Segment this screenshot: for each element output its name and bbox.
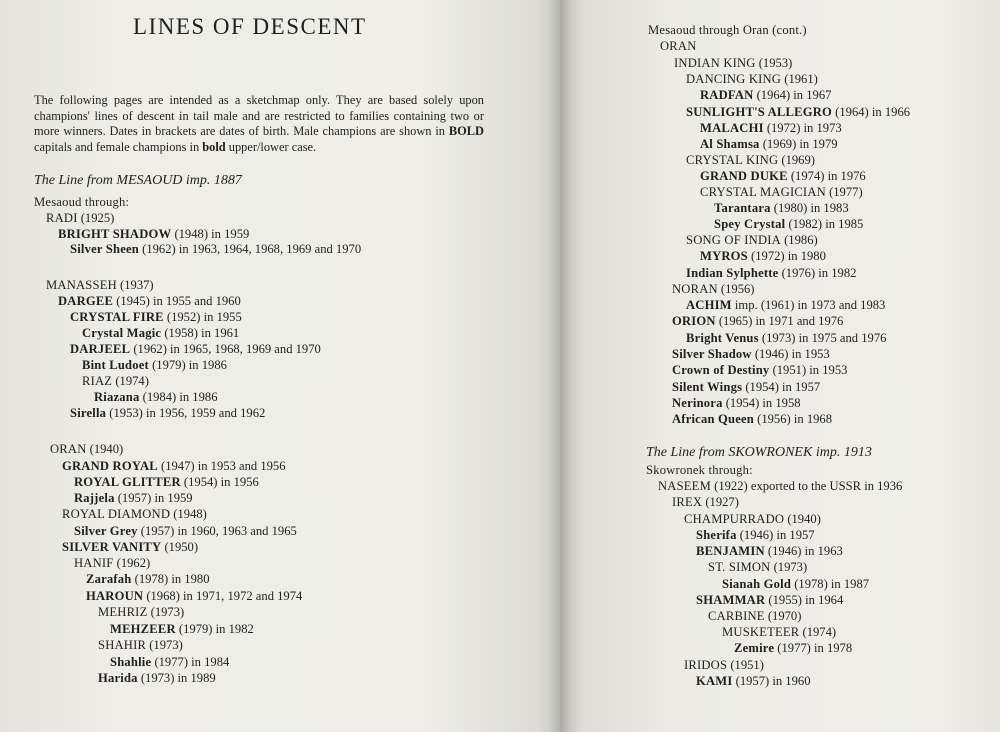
horse-name: MANASSEH — [46, 278, 117, 292]
lineage-entry — [672, 363, 847, 378]
horse-name: NORAN — [672, 282, 718, 296]
entry-dates: (1962) in 1965, 1968, 1969 and 1970 — [130, 342, 321, 356]
lineage-entry — [722, 577, 869, 592]
entry-dates: (1957) in 1960, 1963 and 1965 — [137, 524, 297, 538]
entry-dates: (1968) in 1971, 1972 and 1974 — [143, 589, 303, 603]
lineage-entry — [672, 380, 820, 395]
entry-dates: (1965) in 1971 and 1976 — [715, 314, 844, 328]
champion-name: Riazana — [94, 390, 140, 404]
entry-dates: (1974) — [112, 374, 149, 388]
champion-name: ROYAL GLITTER — [74, 475, 181, 489]
intro-text-2: capitals and female champions in — [34, 139, 203, 154]
champion-name: HAROUN — [86, 589, 144, 603]
intro-bold-word-2: bold — [202, 139, 226, 154]
entry-dates: (1937) — [116, 278, 154, 292]
lineage-entry — [74, 556, 150, 571]
champion-name: Indian Sylphette — [686, 266, 779, 280]
champion-name: RADFAN — [700, 88, 754, 102]
champion-name: DARJEEL — [70, 342, 131, 356]
entry-dates: (1972) in 1973 — [763, 121, 842, 135]
champion-name: Crown of Destiny — [672, 363, 770, 377]
entry-dates: (1951) in 1953 — [769, 363, 848, 377]
champion-name: GRAND DUKE — [700, 169, 788, 183]
champion-name: Silver Grey — [74, 524, 138, 538]
lineage-entry — [700, 137, 838, 152]
entry-dates: (1970) — [764, 609, 802, 623]
lineage-entry — [686, 105, 910, 120]
lineage-entry — [62, 459, 286, 474]
entry-dates: (1980) in 1983 — [770, 201, 849, 215]
horse-name: SHAHIR — [98, 638, 147, 652]
lineage-entry — [714, 217, 863, 232]
lineage-entry — [672, 396, 801, 411]
lineage-entry — [686, 266, 856, 281]
lineage-entry — [684, 512, 821, 527]
lineage-entry — [86, 572, 210, 587]
entry-dates: (1962) — [113, 556, 151, 570]
champion-name: CRYSTAL FIRE — [70, 310, 164, 324]
lineage-entry — [70, 242, 361, 257]
horse-name: ORAN — [50, 442, 87, 456]
lineage-entry — [672, 412, 832, 427]
champion-name: MALACHI — [700, 121, 764, 135]
entry-dates: (1954) in 1956 — [180, 475, 259, 489]
horse-name: SONG OF INDIA — [686, 233, 781, 247]
lineage-entry — [110, 622, 254, 637]
entry-dates: (1984) in 1986 — [139, 390, 218, 404]
entry-dates: (1977) — [825, 185, 863, 199]
entry-dates: (1979) in 1986 — [148, 358, 227, 372]
lineage-entry — [74, 491, 193, 506]
lineage-entry — [98, 671, 216, 686]
horse-name: HANIF — [74, 556, 114, 570]
lineage-entry — [658, 479, 902, 494]
entry-dates: (1982) in 1985 — [785, 217, 864, 231]
champion-name: Sherifa — [696, 528, 737, 542]
lineage-entry — [58, 294, 241, 309]
horse-name: MUSKETEER — [722, 625, 800, 639]
lineage-entry — [86, 589, 302, 604]
champion-name: BENJAMIN — [696, 544, 765, 558]
lineage-entry — [660, 39, 696, 54]
horse-name: MEHRIZ — [98, 605, 148, 619]
lineage-entry — [672, 495, 739, 510]
champion-name: Zemire — [734, 641, 775, 655]
entry-dates: (1951) — [727, 658, 764, 672]
champion-name: Bint Ludoet — [82, 358, 149, 372]
horse-name: Mesaoud through: — [34, 195, 130, 209]
lineage-entry — [686, 331, 886, 346]
champion-name: SUNLIGHT'S ALLEGRO — [686, 105, 833, 119]
entry-dates: (1953) in 1956, 1959 and 1962 — [106, 406, 266, 420]
entry-dates: (1940) — [86, 442, 124, 456]
entry-dates: (1954) in 1958 — [722, 396, 801, 410]
champion-name: Rajjela — [74, 491, 115, 505]
champion-name: Al Shamsa — [700, 137, 760, 151]
champion-name: Shahlie — [110, 655, 152, 669]
lineage-entry — [674, 56, 792, 71]
entry-dates: (1962) in 1963, 1964, 1968, 1969 and 1970 — [139, 242, 362, 256]
lineage-entry — [94, 390, 218, 405]
entry-dates: (1986) — [780, 233, 818, 247]
entry-dates: (1958) in 1961 — [161, 326, 240, 340]
lineage-entry — [686, 72, 818, 87]
entry-dates: (1978) in 1980 — [131, 572, 210, 586]
lineage-entry — [700, 88, 831, 103]
lineage-entry — [70, 406, 265, 421]
champion-name: Nerinora — [672, 396, 723, 410]
lineage-entry — [82, 326, 239, 341]
lineage-entry — [98, 638, 183, 653]
entry-dates: (1964) in 1967 — [753, 88, 832, 102]
champion-name: Sianah Gold — [722, 577, 792, 591]
lineage-entry — [686, 233, 818, 248]
lineage-entry — [708, 609, 801, 624]
entry-dates: (1955) in 1964 — [765, 593, 844, 607]
entry-dates: (1974) — [799, 625, 837, 639]
horse-name: IRIDOS — [684, 658, 728, 672]
horse-name: CARBINE — [708, 609, 765, 623]
lineage-entry — [46, 278, 154, 293]
champion-name: Zarafah — [86, 572, 132, 586]
lineage-entry — [696, 528, 815, 543]
entry-dates: (1945) in 1955 and 1960 — [113, 294, 241, 308]
entry-dates: (1950) — [161, 540, 199, 554]
champion-name: Tarantara — [714, 201, 771, 215]
champion-name: MEHZEER — [110, 622, 176, 636]
entry-dates: (1977) in 1978 — [774, 641, 853, 655]
intro-text-1: The following pages are intended as a sketchmap only. They are based solely upon champions' lines of descent in tail male and are restricted to families containing two or more winners. Dates in brackets are dates of birth. Male champions are shown in — [34, 93, 484, 139]
entry-dates: imp. (1961) in 1973 and 1983 — [731, 298, 886, 312]
lineage-entry — [648, 23, 807, 38]
lineage-entry — [734, 641, 852, 656]
lineage-entry — [672, 314, 843, 329]
entry-dates: (1976) in 1982 — [778, 266, 857, 280]
entry-dates: (1961) — [781, 72, 818, 86]
champion-name: Bright Venus — [686, 331, 759, 345]
lineage-entry — [70, 310, 242, 325]
entry-dates: (1954) in 1957 — [742, 380, 821, 394]
lineage-entry — [62, 540, 198, 555]
champion-name: Silver Shadow — [672, 347, 752, 361]
horse-name: RADI — [46, 211, 78, 225]
lineage-entry — [672, 347, 830, 362]
lineage-entry — [686, 153, 815, 168]
champion-name: SILVER VANITY — [62, 540, 162, 554]
entry-dates: (1953) — [755, 56, 793, 70]
champion-name: African Queen — [672, 412, 754, 426]
champion-name: Sirella — [70, 406, 107, 420]
section-heading-mesaoud: The Line from MESAOUD imp. 1887 — [34, 173, 242, 188]
entry-dates: (1948) — [170, 507, 207, 521]
entry-dates: (1974) in 1976 — [787, 169, 866, 183]
entry-dates: (1922) exported to the USSR in 1936 — [710, 479, 903, 493]
champion-name: Spey Crystal — [714, 217, 786, 231]
lineage-entry — [696, 674, 811, 689]
champion-name: ACHIM — [686, 298, 732, 312]
intro-text-3: upper/lower case. — [225, 139, 317, 154]
horse-name: RIAZ — [82, 374, 113, 388]
champion-name: MYROS — [700, 249, 748, 263]
lineage-entry — [696, 593, 843, 608]
lineage-entry — [50, 442, 123, 457]
horse-name: IREX — [672, 495, 703, 509]
lineage-entry — [74, 475, 259, 490]
horse-name: ROYAL DIAMOND — [62, 507, 171, 521]
lineage-entry — [62, 507, 207, 522]
champion-name: KAMI — [696, 674, 733, 688]
intro-bold-word: BOLD — [448, 124, 484, 139]
champion-name: DARGEE — [58, 294, 114, 308]
intro-paragraph — [34, 93, 484, 155]
entry-dates: (1978) in 1987 — [791, 577, 870, 591]
horse-name: ORAN — [660, 39, 697, 53]
lineage-entry — [714, 201, 849, 216]
entry-dates: (1977) in 1984 — [151, 655, 230, 669]
entry-dates: (1948) in 1959 — [171, 227, 250, 241]
entry-dates: (1969) — [778, 153, 815, 167]
horse-name: Skowronek through: — [646, 463, 753, 477]
entry-dates: (1964) in 1966 — [832, 105, 911, 119]
entry-dates: (1946) in 1953 — [751, 347, 830, 361]
champion-name: Crystal Magic — [82, 326, 162, 340]
lineage-entry — [700, 185, 863, 200]
entry-dates: (1973) — [146, 638, 183, 652]
section-heading-skowronek: The Line from SKOWRONEK imp. 1913 — [646, 445, 872, 460]
horse-name: CRYSTAL MAGICIAN — [700, 185, 826, 199]
entry-dates: (1969) in 1979 — [759, 137, 838, 151]
lineage-entry — [696, 544, 843, 559]
entry-dates: (1925) — [77, 211, 115, 225]
entry-dates: (1973) in 1975 and 1976 — [758, 331, 887, 345]
entry-dates: (1956) in 1968 — [754, 412, 833, 426]
lineage-entry — [74, 524, 297, 539]
champion-name: Silent Wings — [672, 380, 743, 394]
lineage-entry — [58, 227, 249, 242]
entry-dates: (1979) in 1982 — [175, 622, 254, 636]
entry-dates: (1973) — [147, 605, 185, 619]
lineage-entry — [700, 121, 842, 136]
entry-dates: (1957) in 1959 — [114, 491, 193, 505]
horse-name: INDIAN KING — [674, 56, 756, 70]
lineage-entry — [646, 463, 753, 478]
lineage-entry — [46, 211, 114, 226]
lineage-entry — [700, 169, 866, 184]
lineage-entry — [708, 560, 807, 575]
entry-dates: (1927) — [702, 495, 739, 509]
entry-dates: (1952) in 1955 — [163, 310, 242, 324]
horse-name: NASEEM — [658, 479, 711, 493]
champion-name: ORION — [672, 314, 716, 328]
lineage-entry — [82, 358, 227, 373]
lineage-entry — [82, 374, 149, 389]
lineage-entry — [672, 282, 755, 297]
lineage-entry — [686, 298, 885, 313]
lineage-entry — [98, 605, 184, 620]
page-title: LINES OF DESCENT — [133, 14, 367, 39]
champion-name: BRIGHT SHADOW — [58, 227, 172, 241]
lineage-entry — [684, 658, 764, 673]
champion-name: Harida — [98, 671, 138, 685]
entry-dates: (1957) in 1960 — [732, 674, 811, 688]
lineage-entry — [70, 342, 321, 357]
horse-name: ST. SIMON — [708, 560, 771, 574]
lineage-entry — [110, 655, 229, 670]
horse-name: CHAMPURRADO — [684, 512, 785, 526]
champion-name: SHAMMAR — [696, 593, 766, 607]
lineage-entry — [700, 249, 826, 264]
entry-dates: (1973) — [770, 560, 808, 574]
champion-name: GRAND ROYAL — [62, 459, 158, 473]
entry-dates: (1946) in 1957 — [736, 528, 815, 542]
horse-name: CRYSTAL KING — [686, 153, 779, 167]
entry-dates: (1947) in 1953 and 1956 — [157, 459, 286, 473]
book-gutter — [548, 0, 572, 732]
lineage-entry — [722, 625, 836, 640]
horse-name: DANCING KING — [686, 72, 782, 86]
entry-dates: (1946) in 1963 — [764, 544, 843, 558]
entry-dates: (1973) in 1989 — [137, 671, 216, 685]
entry-dates: (1972) in 1980 — [747, 249, 826, 263]
lineage-entry — [34, 195, 129, 210]
champion-name: Silver Sheen — [70, 242, 139, 256]
horse-name: Mesaoud through Oran (cont.) — [648, 23, 807, 37]
entry-dates: (1940) — [784, 512, 821, 526]
entry-dates: (1956) — [717, 282, 755, 296]
